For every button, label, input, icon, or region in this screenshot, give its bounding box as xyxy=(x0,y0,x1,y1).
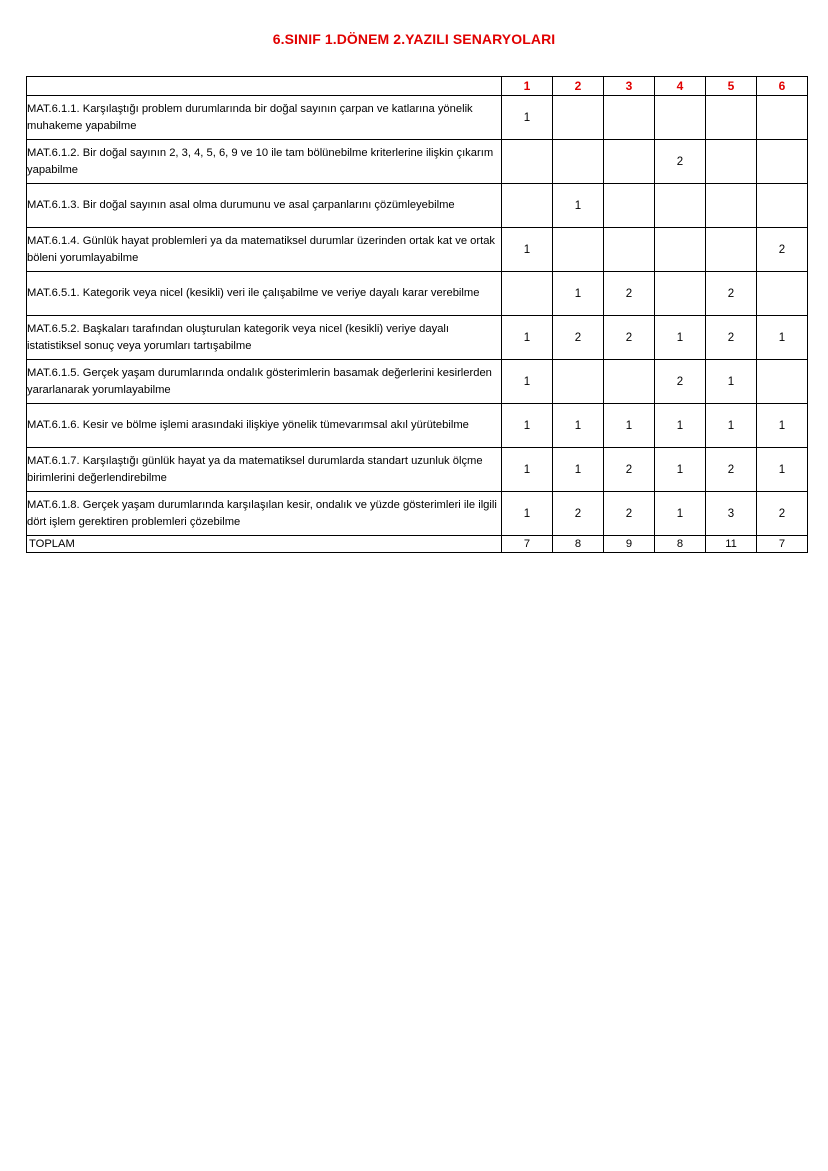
value-cell-col-6: 1 xyxy=(757,448,808,492)
value-cell-col-2 xyxy=(553,96,604,140)
header-corner-cell xyxy=(27,77,502,96)
header-row xyxy=(27,77,808,96)
outcome-cell: MAT.6.1.5. Gerçek yaşam durumlarında ondalık gösterimlerin basamak değerlerini kesirlerden yararlanarak yorumlayabilme xyxy=(27,360,502,404)
table-row xyxy=(27,96,808,140)
value-cell-col-5: 2 xyxy=(706,316,757,360)
table-row xyxy=(27,360,808,404)
value-cell-col-2 xyxy=(553,360,604,404)
value-cell-col-4 xyxy=(655,228,706,272)
value-cell-col-1: 1 xyxy=(502,228,553,272)
scenario-table xyxy=(26,76,808,553)
value-cell-col-2 xyxy=(553,228,604,272)
total-value-col-5: 11 xyxy=(706,536,757,553)
value-cell-col-3: 2 xyxy=(604,316,655,360)
value-cell-col-6: 1 xyxy=(757,316,808,360)
value-cell-col-4 xyxy=(655,184,706,228)
value-cell-col-5: 1 xyxy=(706,404,757,448)
value-cell-col-6 xyxy=(757,272,808,316)
value-cell-col-6 xyxy=(757,360,808,404)
outcome-cell: MAT.6.5.1. Kategorik veya nicel (kesikli) veri ile çalışabilme ve veriye dayalı karar verebilme xyxy=(27,272,502,316)
column-header-4: 4 xyxy=(655,77,706,96)
value-cell-col-3: 2 xyxy=(604,492,655,536)
value-cell-col-5: 2 xyxy=(706,272,757,316)
value-cell-col-4 xyxy=(655,96,706,140)
value-cell-col-6 xyxy=(757,96,808,140)
value-cell-col-3: 2 xyxy=(604,448,655,492)
value-cell-col-6: 1 xyxy=(757,404,808,448)
table-row xyxy=(27,228,808,272)
value-cell-col-6 xyxy=(757,140,808,184)
outcome-cell: MAT.6.1.6. Kesir ve bölme işlemi arasındaki ilişkiye yönelik tümevarımsal akıl yürütebilme xyxy=(27,404,502,448)
table-row xyxy=(27,404,808,448)
value-cell-col-4: 1 xyxy=(655,316,706,360)
value-cell-col-3: 2 xyxy=(604,272,655,316)
column-header-5: 5 xyxy=(706,77,757,96)
value-cell-col-2 xyxy=(553,140,604,184)
value-cell-col-2: 1 xyxy=(553,448,604,492)
value-cell-col-6 xyxy=(757,184,808,228)
column-header-3: 3 xyxy=(604,77,655,96)
value-cell-col-5 xyxy=(706,184,757,228)
table-row xyxy=(27,448,808,492)
value-cell-col-2: 1 xyxy=(553,272,604,316)
column-header-6: 6 xyxy=(757,77,808,96)
value-cell-col-4 xyxy=(655,272,706,316)
table-row xyxy=(27,492,808,536)
value-cell-col-3 xyxy=(604,96,655,140)
value-cell-col-3: 1 xyxy=(604,404,655,448)
outcome-cell: MAT.6.1.1. Karşılaştığı problem durumlarında bir doğal sayının çarpan ve katlarına yönelik muhakeme yapabilme xyxy=(27,96,502,140)
outcome-cell: MAT.6.1.4. Günlük hayat problemleri ya da matematiksel durumlar üzerinden ortak kat ve ortak böleni yorumlayabilme xyxy=(27,228,502,272)
value-cell-col-1: 1 xyxy=(502,404,553,448)
total-row xyxy=(27,536,808,553)
value-cell-col-1: 1 xyxy=(502,360,553,404)
outcome-cell: MAT.6.1.7. Karşılaştığı günlük hayat ya da matematiksel durumlarda standart uzunluk ölçme birimlerini değerlendirebilme xyxy=(27,448,502,492)
value-cell-col-2: 1 xyxy=(553,184,604,228)
value-cell-col-4: 2 xyxy=(655,360,706,404)
value-cell-col-3 xyxy=(604,360,655,404)
value-cell-col-1 xyxy=(502,140,553,184)
outcome-cell: MAT.6.5.2. Başkaları tarafından oluşturulan kategorik veya nicel (kesikli) veriye dayalı istatistiksel sonuç veya yorumları tartışabilme xyxy=(27,316,502,360)
value-cell-col-5: 1 xyxy=(706,360,757,404)
table-row xyxy=(27,184,808,228)
value-cell-col-1: 1 xyxy=(502,96,553,140)
value-cell-col-4: 1 xyxy=(655,492,706,536)
total-value-col-6: 7 xyxy=(757,536,808,553)
value-cell-col-5 xyxy=(706,228,757,272)
column-header-1: 1 xyxy=(502,77,553,96)
value-cell-col-3 xyxy=(604,228,655,272)
value-cell-col-4: 1 xyxy=(655,448,706,492)
value-cell-col-4: 1 xyxy=(655,404,706,448)
table-row xyxy=(27,316,808,360)
total-value-col-3: 9 xyxy=(604,536,655,553)
outcome-cell: MAT.6.1.3. Bir doğal sayının asal olma durumunu ve asal çarpanlarını çözümleyebilme xyxy=(27,184,502,228)
value-cell-col-2: 2 xyxy=(553,316,604,360)
value-cell-col-6: 2 xyxy=(757,492,808,536)
table-row xyxy=(27,140,808,184)
value-cell-col-6: 2 xyxy=(757,228,808,272)
value-cell-col-5 xyxy=(706,96,757,140)
value-cell-col-1 xyxy=(502,272,553,316)
value-cell-col-1: 1 xyxy=(502,492,553,536)
value-cell-col-5: 2 xyxy=(706,448,757,492)
value-cell-col-1 xyxy=(502,184,553,228)
value-cell-col-4: 2 xyxy=(655,140,706,184)
outcome-cell: MAT.6.1.2. Bir doğal sayının 2, 3, 4, 5, 6, 9 ve 10 ile tam bölünebilme kriterlerine ilişkin çıkarım yapabilme xyxy=(27,140,502,184)
table-row xyxy=(27,272,808,316)
value-cell-col-5: 3 xyxy=(706,492,757,536)
value-cell-col-1: 1 xyxy=(502,448,553,492)
total-label: TOPLAM xyxy=(27,536,502,553)
total-value-col-2: 8 xyxy=(553,536,604,553)
total-value-col-4: 8 xyxy=(655,536,706,553)
column-header-2: 2 xyxy=(553,77,604,96)
value-cell-col-1: 1 xyxy=(502,316,553,360)
page-title: 6.SINIF 1.DÖNEM 2.YAZILI SENARYOLARI xyxy=(272,31,556,47)
value-cell-col-5 xyxy=(706,140,757,184)
value-cell-col-3 xyxy=(604,140,655,184)
value-cell-col-2: 1 xyxy=(553,404,604,448)
total-value-col-1: 7 xyxy=(502,536,553,553)
value-cell-col-3 xyxy=(604,184,655,228)
outcome-cell: MAT.6.1.8. Gerçek yaşam durumlarında karşılaşılan kesir, ondalık ve yüzde gösterimleri ile ilgili dört işlem gerektiren problemleri çözebilme xyxy=(27,492,502,536)
value-cell-col-2: 2 xyxy=(553,492,604,536)
